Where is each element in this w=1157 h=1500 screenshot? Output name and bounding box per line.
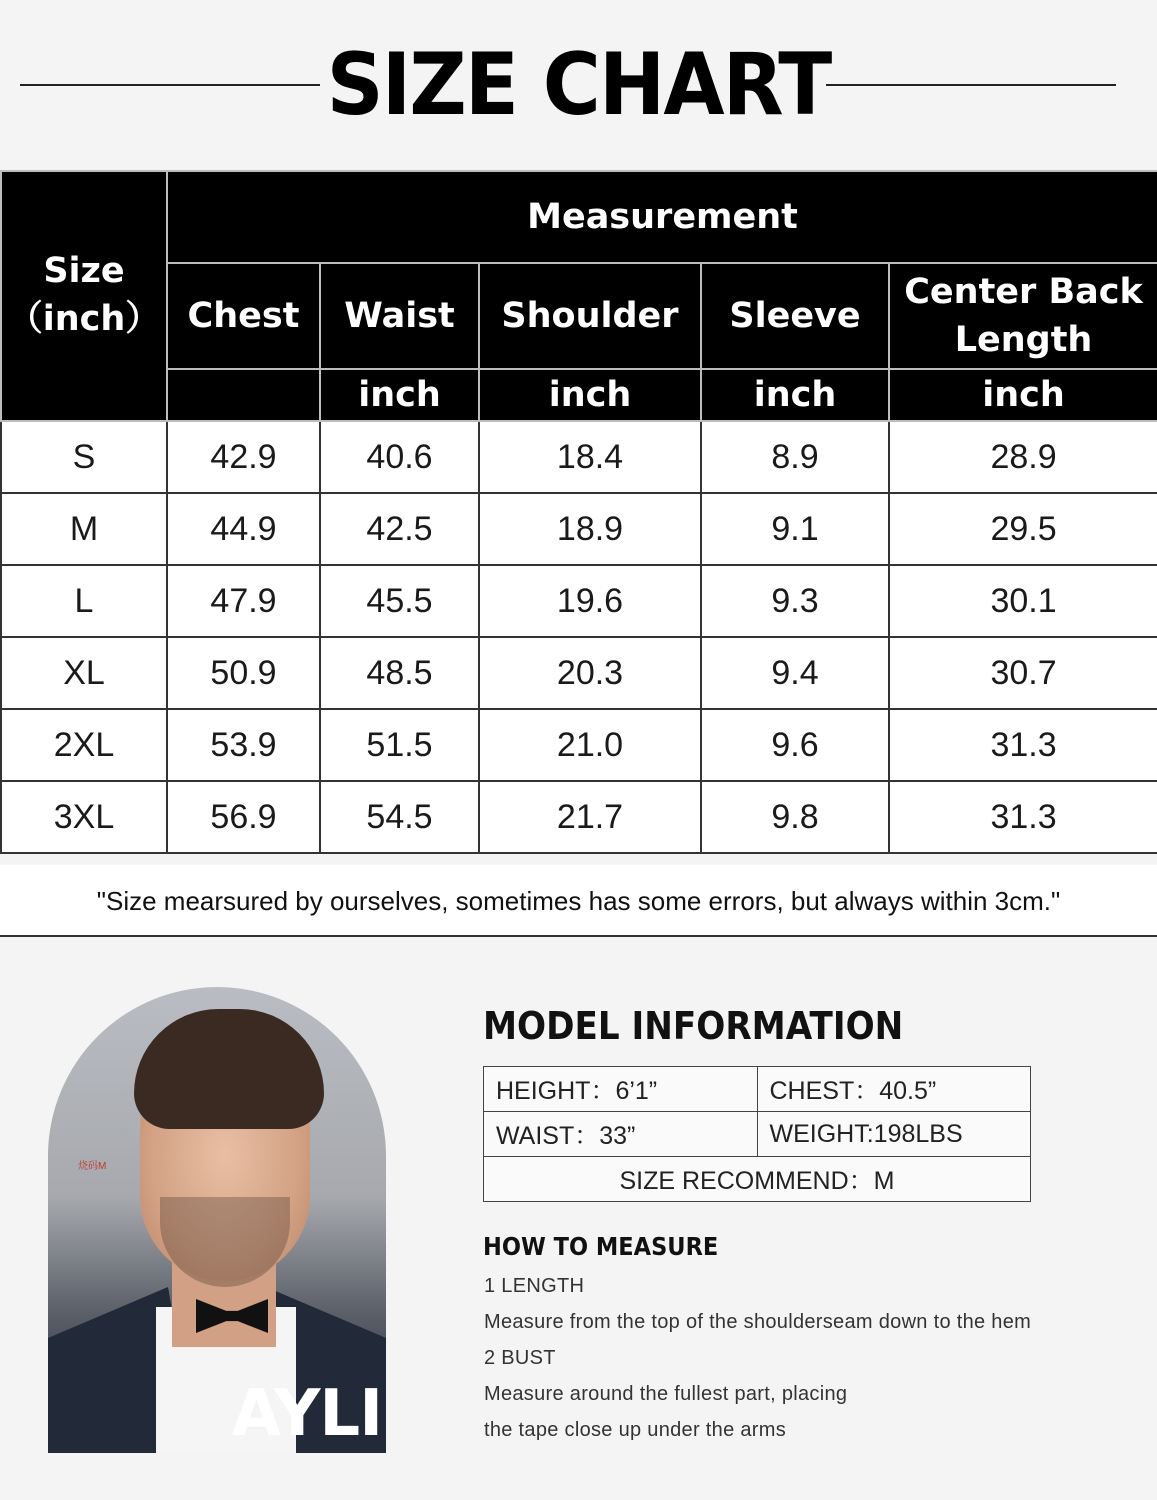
table-cell: 9.1 — [701, 493, 889, 565]
table-cell: 40.6 — [320, 421, 479, 493]
table-cell: 56.9 — [167, 781, 320, 853]
column-unit: inch — [889, 369, 1157, 421]
size-recommend: SIZE RECOMMEND：M — [484, 1157, 1031, 1202]
table-row — [1, 781, 1157, 853]
measure-step-2-text: Measure around the fullest part, placing — [484, 1383, 848, 1405]
size-table — [0, 170, 1157, 854]
table-cell: 44.9 — [167, 493, 320, 565]
column-header: Shoulder — [479, 263, 701, 369]
table-cell: 21.7 — [479, 781, 701, 853]
table-cell: 8.9 — [701, 421, 889, 493]
column-header: Sleeve — [701, 263, 889, 369]
column-unit: inch — [479, 369, 701, 421]
table-cell: 9.4 — [701, 637, 889, 709]
model-photo — [48, 987, 386, 1453]
size-cell: L — [1, 565, 167, 637]
table-cell: 47.9 — [167, 565, 320, 637]
table-row — [1, 565, 1157, 637]
table-row — [1, 421, 1157, 493]
table-cell: 50.9 — [167, 637, 320, 709]
model-chest: CHEST：40.5” — [757, 1067, 1031, 1112]
model-weight: WEIGHT:198LBS — [757, 1112, 1031, 1157]
how-to-measure-title: HOW TO MEASURE — [483, 1232, 719, 1261]
table-cell: 18.4 — [479, 421, 701, 493]
size-cell: 3XL — [1, 781, 167, 853]
size-header-unit: （inch） — [7, 299, 161, 339]
table-row — [1, 709, 1157, 781]
column-header: Center Back Length — [889, 263, 1157, 369]
table-cell: 48.5 — [320, 637, 479, 709]
measure-step-1-title: 1 LENGTH — [484, 1275, 585, 1297]
table-cell: 30.1 — [889, 565, 1157, 637]
size-cell: S — [1, 421, 167, 493]
measure-step-2-title: 2 BUST — [484, 1347, 556, 1369]
photo-tag: 烧码M — [78, 1161, 107, 1172]
table-cell: 9.3 — [701, 565, 889, 637]
table-cell: 45.5 — [320, 565, 479, 637]
size-cell: 2XL — [1, 709, 167, 781]
size-note: "Size mearsured by ourselves, sometimes has some errors, but always within 3cm." — [0, 865, 1157, 937]
size-header — [1, 171, 167, 421]
table-cell: 9.8 — [701, 781, 889, 853]
table-cell: 42.9 — [167, 421, 320, 493]
table-row — [1, 493, 1157, 565]
measure-step-2-text: the tape close up under the arms — [484, 1419, 787, 1441]
page-title: SIZE CHART — [326, 35, 831, 135]
column-header: Chest — [167, 263, 320, 369]
size-cell: XL — [1, 637, 167, 709]
model-info-title: MODEL INFORMATION — [483, 1004, 904, 1048]
table-cell: 18.9 — [479, 493, 701, 565]
model-info-table — [483, 1066, 1031, 1202]
size-header-label: Size — [43, 251, 125, 291]
table-cell: 42.5 — [320, 493, 479, 565]
column-header: Waist — [320, 263, 479, 369]
table-cell: 28.9 — [889, 421, 1157, 493]
column-unit: inch — [320, 369, 479, 421]
column-unit — [167, 369, 320, 421]
measurement-header: Measurement — [167, 171, 1157, 263]
table-cell: 31.3 — [889, 709, 1157, 781]
table-cell: 53.9 — [167, 709, 320, 781]
table-cell: 29.5 — [889, 493, 1157, 565]
measure-step-1-text: Measure from the top of the shoulderseam down to the hem — [484, 1311, 1032, 1333]
table-cell: 9.6 — [701, 709, 889, 781]
table-cell: 54.5 — [320, 781, 479, 853]
brand-logo: AYLI — [231, 1377, 382, 1451]
table-cell: 51.5 — [320, 709, 479, 781]
column-unit: inch — [701, 369, 889, 421]
model-waist: WAIST：33” — [484, 1112, 758, 1157]
model-height: HEIGHT：6’1” — [484, 1067, 758, 1112]
table-row — [1, 637, 1157, 709]
table-cell: 31.3 — [889, 781, 1157, 853]
table-cell: 20.3 — [479, 637, 701, 709]
size-cell: M — [1, 493, 167, 565]
table-cell: 21.0 — [479, 709, 701, 781]
table-cell: 19.6 — [479, 565, 701, 637]
table-cell: 30.7 — [889, 637, 1157, 709]
